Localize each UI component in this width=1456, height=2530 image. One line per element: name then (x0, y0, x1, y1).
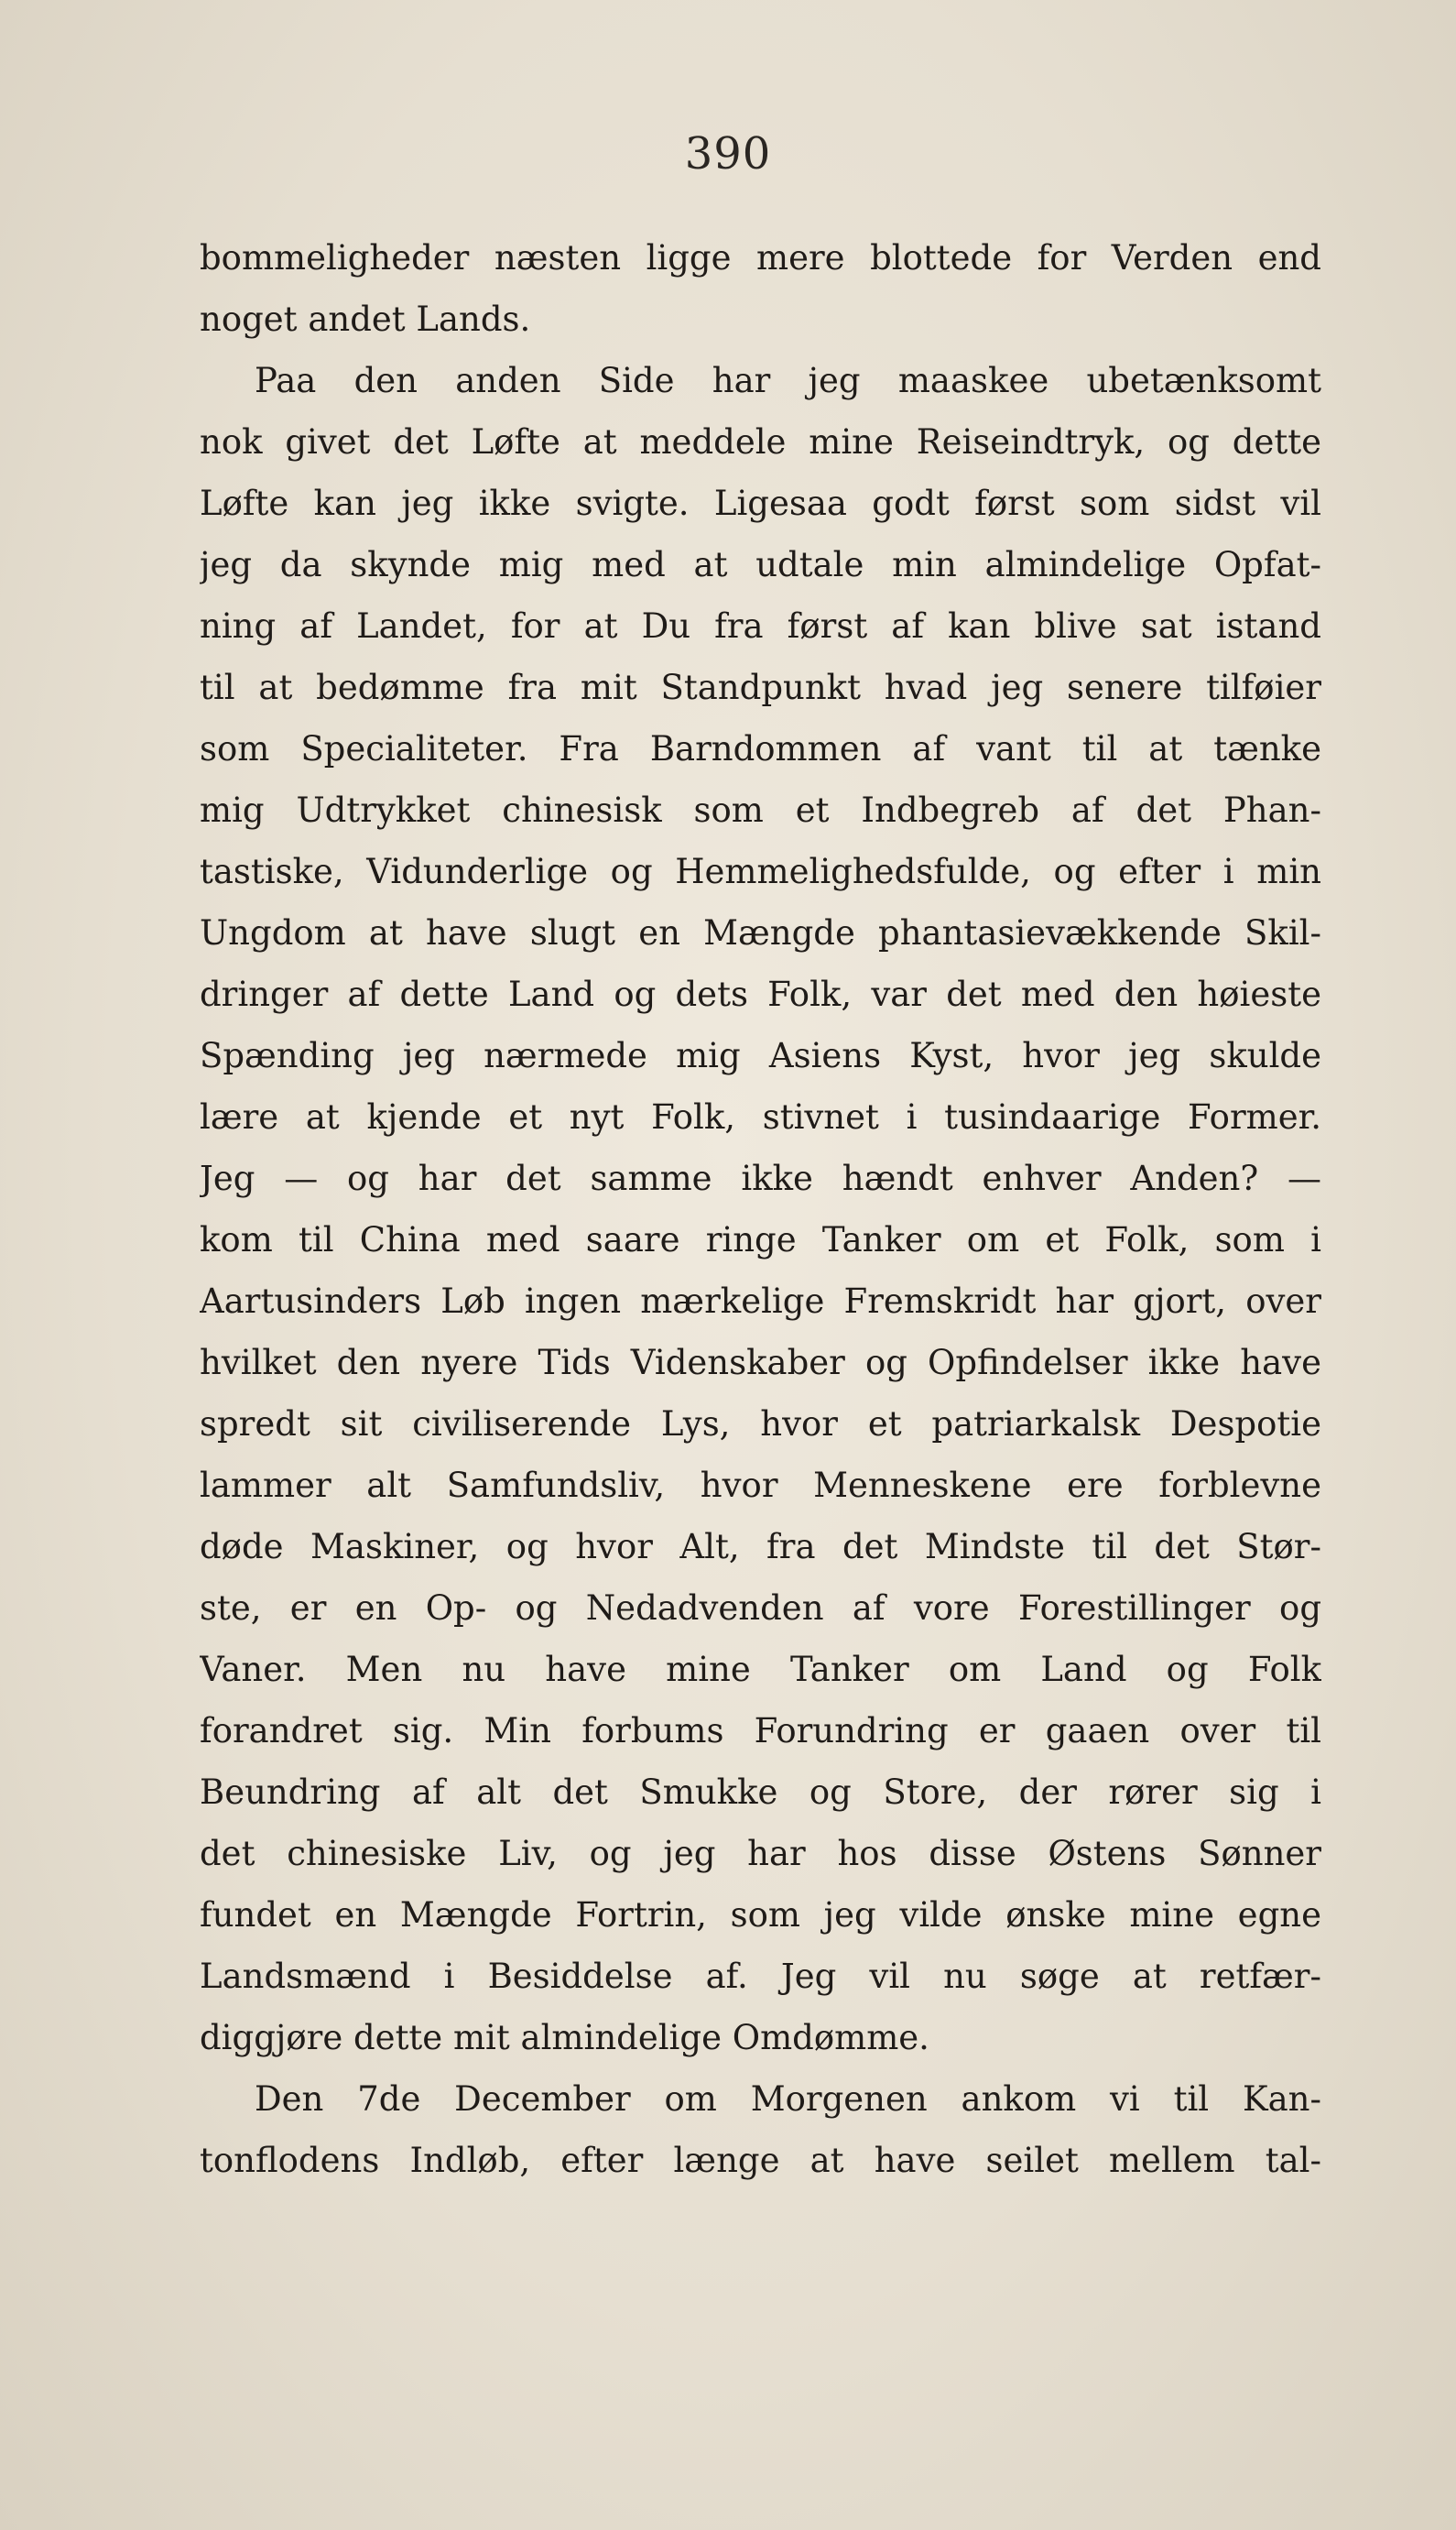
text-line: ning af Landet, for at Du fra først af kan blive sat istand (200, 606, 1321, 646)
text-line: nok givet det Løfte at meddele mine Reiseindtryk, og dette (200, 422, 1321, 462)
text-line: som Specialiteter. Fra Barndommen af vant til at tænke (200, 729, 1321, 769)
text-line: til at bedømme fra mit Standpunkt hvad jeg senere tilføier (200, 668, 1321, 707)
text-line: fundet en Mængde Fortrin, som jeg vilde ønske mine egne (200, 1895, 1321, 1935)
text-line: lære at kjende et nyt Folk, stivnet i tusindaarige Former. (200, 1097, 1321, 1137)
text-line: Paa den anden Side har jeg maaskee ubetænksomt (255, 361, 1321, 400)
text-line: lammer alt Samfundsliv, hvor Menneskene ere forblevne (200, 1466, 1321, 1505)
text-line: det chinesiske Liv, og jeg har hos disse Østens Sønner (200, 1834, 1321, 1873)
text-line: kom til China med saare ringe Tanker om et Folk, som i (200, 1220, 1321, 1260)
text-line: tastiske, Vidunderlige og Hemmelighedsfulde, og efter i min (200, 852, 1321, 891)
text-line: Vaner. Men nu have mine Tanker om Land og Folk (200, 1650, 1321, 1689)
text-line: Løfte kan jeg ikke svigte. Ligesaa godt først som sidst vil (200, 484, 1321, 523)
text-line: noget andet Lands. (200, 300, 531, 339)
text-line: bommeligheder næsten ligge mere blottede for Verden end (200, 238, 1321, 278)
body-text (200, 227, 1321, 2191)
text-line: Landsmænd i Besiddelse af. Jeg vil nu søge at retfær- (200, 1957, 1321, 1996)
text-line: Spænding jeg nærmede mig Asiens Kyst, hvor jeg skulde (200, 1036, 1321, 1075)
text-line: Ungdom at have slugt en Mængde phantasievækkende Skil- (200, 913, 1321, 953)
text-line: forandret sig. Min forbums Forundring er gaaen over til (200, 1711, 1321, 1750)
text-line: dringer af dette Land og dets Folk, var det med den høieste (200, 975, 1321, 1014)
text-line: spredt sit civiliserende Lys, hvor et patriarkalsk Despotie (200, 1404, 1321, 1444)
page-number: 390 (684, 128, 772, 180)
text-line: diggjøre dette mit almindelige Omdømme. (200, 2018, 929, 2057)
text-line: Jeg — og har det samme ikke hændt enhver Anden? — (200, 1159, 1321, 1198)
text-line: Aartusinders Løb ingen mærkelige Fremskridt har gjort, over (200, 1281, 1321, 1321)
text-line: jeg da skynde mig med at udtale min almindelige Opfat- (200, 545, 1321, 584)
text-line: Den 7de December om Morgenen ankom vi til Kan- (255, 2079, 1321, 2119)
text-line: tonflodens Indløb, efter længe at have seilet mellem tal- (200, 2141, 1321, 2180)
text-line: ste, er en Op- og Nedadvenden af vore Forestillinger og (200, 1588, 1321, 1628)
text-line: mig Udtrykket chinesisk som et Indbegreb af det Phan- (200, 791, 1321, 830)
text-line: hvilket den nyere Tids Videnskaber og Opfindelser ikke have (200, 1343, 1321, 1382)
text-line: døde Maskiner, og hvor Alt, fra det Mindste til det Stør- (200, 1527, 1321, 1566)
text-line: Beundring af alt det Smukke og Store, der rører sig i (200, 1772, 1321, 1812)
